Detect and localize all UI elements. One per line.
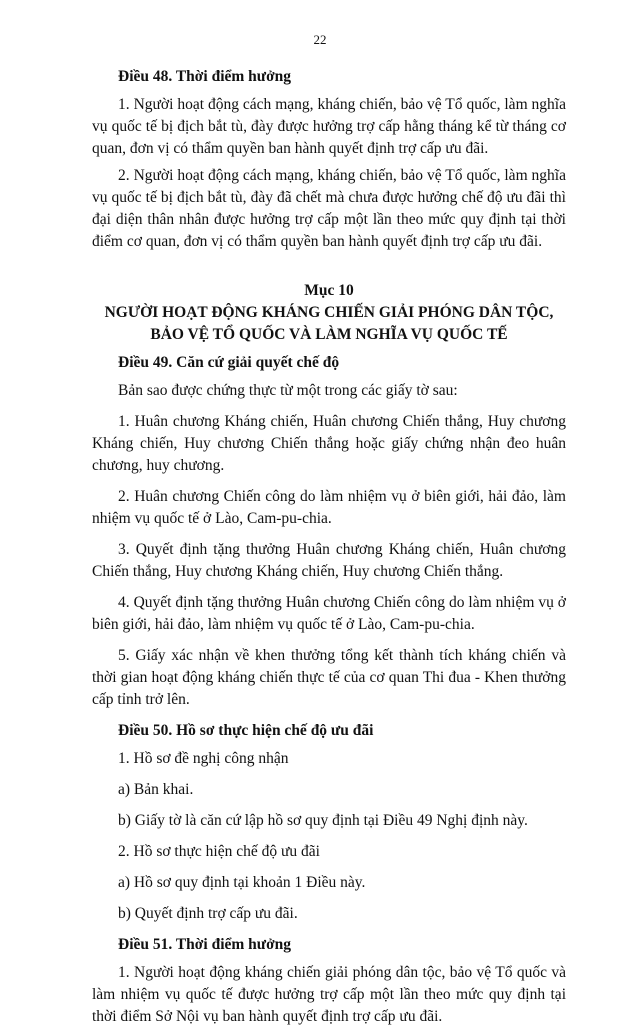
- document-body: [92, 66, 566, 1033]
- article-48-paragraph-1: 1. Người hoạt động cách mạng, kháng chiến, bảo vệ Tổ quốc, làm nghĩa vụ quốc tế bị địch bắt tù, đày được hưởng trợ cấp hằng tháng kể từ tháng cơ quan, đơn vị có thẩm quyền ban hành quyết định trợ cấp ưu đãi.: [92, 96, 566, 157]
- section-spacer: [92, 258, 566, 280]
- article-49-intro: Bản sao được chứng thực từ một trong các giấy tờ sau:: [118, 382, 458, 399]
- article-50-item: 2. Hồ sơ thực hiện chế độ ưu đãi: [118, 843, 320, 860]
- section-10-title: NGƯỜI HOẠT ĐỘNG KHÁNG CHIẾN GIẢI PHÓNG DÂN TỘC, BẢO VỆ TỔ QUỐC VÀ LÀM NGHĨA VỤ QUỐC TẾ: [104, 304, 554, 343]
- article-48-paragraph-2: 2. Người hoạt động cách mạng, kháng chiến, bảo vệ Tổ quốc, làm nghĩa vụ quốc tế bị địch bắt tù, đày đã chết mà chưa được hưởng chế độ ưu đãi thì đại diện thân nhân được hưởng trợ cấp một lần theo mức quy định tại thời điểm cơ quan, đơn vị có thẩm quyền ban hành quyết định trợ cấp ưu đãi.: [92, 167, 566, 250]
- article-49-item: 5. Giấy xác nhận về khen thưởng tổng kết thành tích kháng chiến và thời gian hoạt động kháng chiến thực tế của cơ quan Thi đua - Khen thưởng cấp tỉnh trở lên.: [92, 647, 566, 708]
- article-48-title: Điều 48. Thời điểm hưởng: [118, 68, 292, 85]
- article-50-item: a) Hồ sơ quy định tại khoản 1 Điều này.: [118, 874, 366, 891]
- article-50-item: a) Bản khai.: [118, 781, 194, 798]
- article-51-title: Điều 51. Thời điểm hưởng: [118, 936, 292, 953]
- article-49-item: 4. Quyết định tặng thưởng Huân chương Chiến công do làm nhiệm vụ ở biên giới, hải đảo, làm nhiệm vụ quốc tế ở Lào, Cam-pu-chia.: [92, 594, 566, 633]
- article-50-title: Điều 50. Hồ sơ thực hiện chế độ ưu đãi: [118, 722, 374, 739]
- section-10-label: Mục 10: [304, 282, 354, 299]
- article-49-title: Điều 49. Căn cứ giải quyết chế độ: [118, 354, 340, 371]
- page-number: 22: [313, 32, 327, 47]
- article-50-item: b) Giấy tờ là căn cứ lập hồ sơ quy định tại Điều 49 Nghị định này.: [118, 812, 528, 829]
- article-51-paragraph-1: 1. Người hoạt động kháng chiến giải phóng dân tộc, bảo vệ Tổ quốc và làm nhiệm vụ quốc tế được hưởng trợ cấp một lần theo mức quy định tại thời điểm Sở Nội vụ ban hành quyết định trợ cấp ưu đãi.: [92, 964, 566, 1025]
- article-50-item: 1. Hồ sơ đề nghị công nhận: [118, 750, 289, 767]
- article-50-item: b) Quyết định trợ cấp ưu đãi.: [118, 905, 298, 922]
- article-49-item: 1. Huân chương Kháng chiến, Huân chương Chiến thắng, Huy chương Kháng chiến, Huy chương Chiến thắng hoặc giấy chứng nhận đeo huân chương, huy chương.: [92, 413, 566, 474]
- article-49-item: 2. Huân chương Chiến công do làm nhiệm vụ ở biên giới, hải đảo, làm nhiệm vụ quốc tế ở Lào, Cam-pu-chia.: [92, 488, 566, 527]
- article-49-item: 3. Quyết định tặng thưởng Huân chương Kháng chiến, Huân chương Chiến thắng, Huy chương Kháng chiến, Huy chương Chiến thắng.: [92, 541, 566, 580]
